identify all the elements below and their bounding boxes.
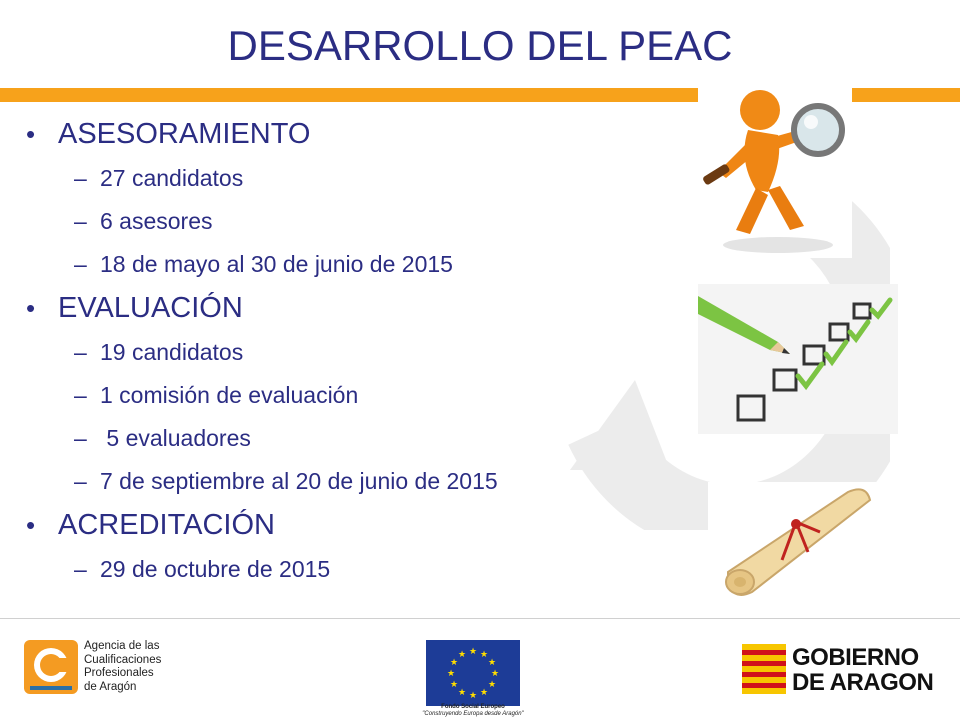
item-text: 1 comisión de evaluación <box>100 382 359 408</box>
section-heading <box>22 503 702 548</box>
heading-text: ASESORAMIENTO <box>58 118 311 150</box>
svg-text:★: ★ <box>487 680 497 690</box>
svg-text:★: ★ <box>457 688 467 698</box>
bullet-icon: • <box>26 119 36 149</box>
dash-icon: – <box>74 339 87 365</box>
heading-text: ACREDITACIÓN <box>58 509 275 541</box>
section-evaluacion <box>22 286 702 503</box>
accent-bar-left <box>0 88 698 102</box>
checklist-pencil-icon <box>698 284 898 434</box>
agency-line: de Aragón <box>84 680 137 693</box>
item-text: 19 candidatos <box>100 339 244 365</box>
svg-text:★: ★ <box>490 669 500 679</box>
agency-logo-icon <box>22 638 80 696</box>
dash-icon: – <box>74 251 87 277</box>
bullet-list <box>22 112 702 591</box>
eu-flag-icon <box>426 640 520 706</box>
eu-caption-line: "Construyendo Europa desde Aragón" <box>422 711 524 717</box>
list-item <box>22 548 702 591</box>
item-text: 6 asesores <box>100 208 213 234</box>
eu-caption-line: Fondo Social Europeo <box>441 704 505 710</box>
list-item <box>22 331 702 374</box>
svg-text:★: ★ <box>468 691 478 701</box>
svg-text:★: ★ <box>446 669 456 679</box>
svg-text:★: ★ <box>479 688 489 698</box>
heading-text: EVALUACIÓN <box>58 292 243 324</box>
dash-icon: – <box>74 165 87 191</box>
bullet-icon: • <box>26 293 36 323</box>
gobierno-aragon-logo <box>792 645 933 695</box>
dash-icon: – <box>74 382 87 408</box>
agency-line: Agencia de las <box>84 640 160 652</box>
magnifier-figure-icon <box>698 80 852 258</box>
item-text: 18 de mayo al 30 de junio de 2015 <box>100 251 453 277</box>
accent-bar-right <box>852 88 960 102</box>
list-item <box>22 460 702 503</box>
dash-icon: – <box>74 425 87 451</box>
agency-line: Cualificaciones <box>84 653 162 666</box>
list-item <box>22 157 702 200</box>
bullet-icon: • <box>26 510 36 540</box>
section-asesoramiento <box>22 112 702 286</box>
svg-text:★: ★ <box>457 650 467 660</box>
list-item <box>22 417 702 460</box>
dash-icon: – <box>74 468 87 494</box>
dash-icon: – <box>74 208 87 234</box>
list-item <box>22 243 702 286</box>
diploma-scroll-icon <box>708 482 882 606</box>
item-text: 27 candidatos <box>100 165 244 191</box>
gobierno-line: GOBIERNO <box>792 644 919 671</box>
eu-caption <box>410 704 536 718</box>
agency-line: Profesionales <box>84 667 154 679</box>
svg-text:★: ★ <box>479 650 489 660</box>
gobierno-line: DE ARAGON <box>792 669 934 696</box>
svg-text:★: ★ <box>449 658 459 668</box>
list-item <box>22 200 702 243</box>
section-acreditacion <box>22 503 702 591</box>
item-text: 29 de octubre de 2015 <box>100 556 331 582</box>
svg-text:★: ★ <box>487 658 497 668</box>
list-item <box>22 374 702 417</box>
dash-icon: – <box>74 556 87 582</box>
item-text: 7 de septiembre al 20 de junio de 2015 <box>100 468 498 494</box>
item-text: 5 evaluadores <box>100 425 251 451</box>
section-heading <box>22 286 702 331</box>
section-heading <box>22 112 702 157</box>
svg-text:★: ★ <box>449 680 459 690</box>
agency-name <box>84 640 161 694</box>
footer-divider <box>0 618 960 619</box>
page-title: DESARROLLO DEL PEAC <box>227 22 733 69</box>
aragon-flag-icon <box>742 644 786 694</box>
svg-text:★: ★ <box>468 647 478 657</box>
